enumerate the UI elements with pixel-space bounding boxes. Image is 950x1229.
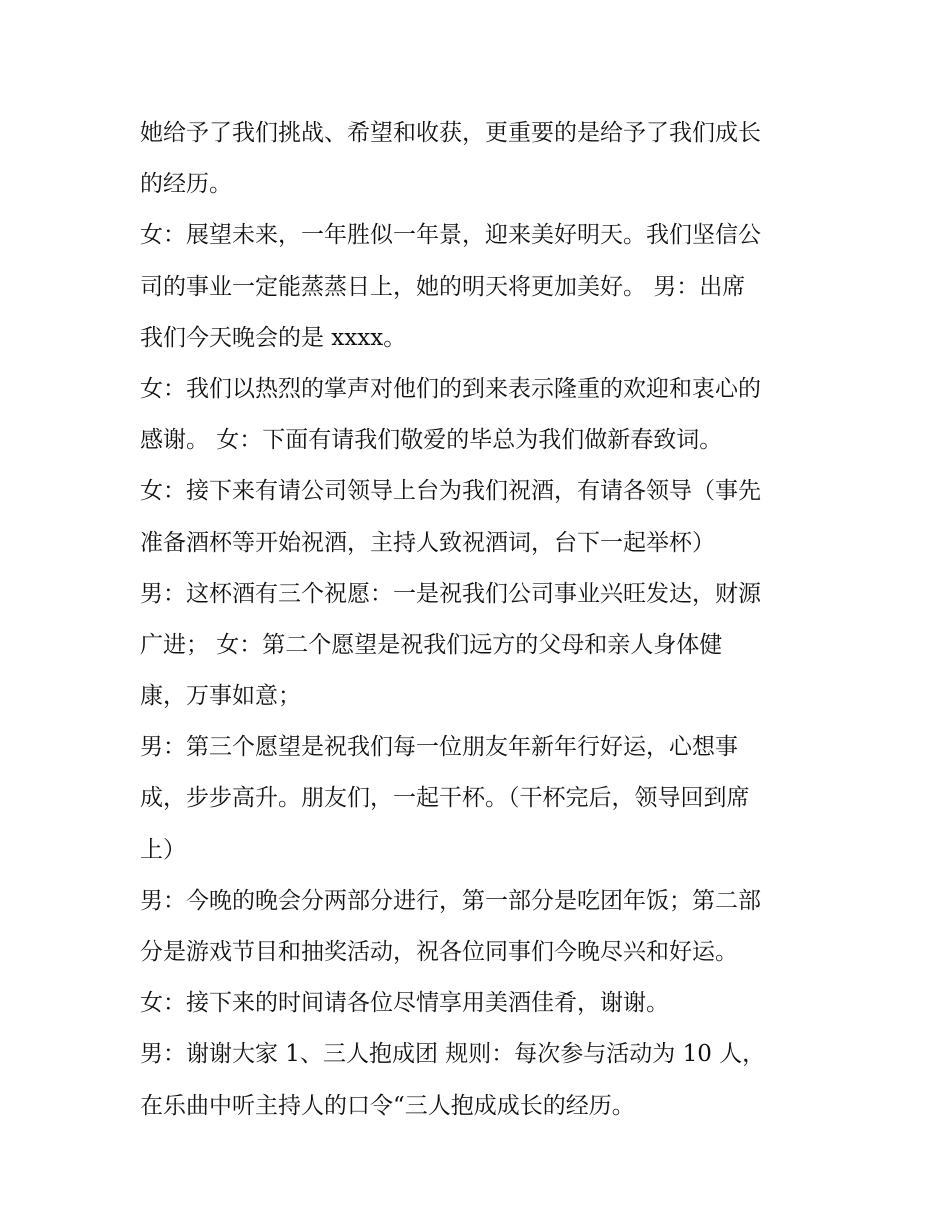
text-line: 男：这杯酒有三个祝愿：一是祝我们公司事业兴旺发达，财源 [140,580,761,607]
text-line: 上） [140,836,186,863]
text-line: 康，万事如意； [140,683,301,710]
text-line: 司的事业一定能蒸蒸日上，她的明天将更加美好。 男：出席 [140,273,746,300]
text-line: 女：我们以热烈的掌声对他们的到来表示隆重的欢迎和衷心的 [140,375,761,402]
text-line: 的经历。 [140,171,232,198]
text-line: 分是游戏节目和抽奖活动，祝各位同事们今晚尽兴和好运。 [140,939,738,965]
text-line: 准备酒杯等开始祝酒，主持人致祝酒词，台下一起举杯） [140,529,715,556]
text-line: 女：接下来有请公司领导上台为我们祝酒，有请各领导（事先 [140,478,761,505]
text-line: 在乐曲中听主持人的口令“三人抱成成长的经历。 [140,1092,635,1119]
text-line: 男：第三个愿望是祝我们每一位朋友年新年行好运，心想事 [140,734,738,761]
text-line: 男：今晚的晚会分两部分进行，第一部分是吃团年饭；第二部 [140,887,761,914]
text-line: 男：谢谢大家 1、三人抱成团 规则：每次参与活动为 10 人， [140,1041,766,1068]
document-body [140,108,820,1132]
text-line: 女：展望未来，一年胜似一年景，迎来美好明天。我们坚信公 [140,222,761,249]
text-line: 我们今天晚会的是 xxxx。 [140,324,407,351]
text-line: 她给予了我们挑战、希望和收获，更重要的是给予了我们成长 [140,120,761,146]
text-line: 广进； 女：第二个愿望是祝我们远方的父母和亲人身体健 [140,631,723,658]
text-line: 感谢。 女：下面有请我们敬爱的毕总为我们做新春致词。 [140,427,723,454]
text-line: 女：接下来的时间请各位尽情享用美酒佳肴，谢谢。 [140,990,669,1017]
text-line: 成，步步高升。朋友们，一起干杯。（干杯完后，领导回到席 [140,785,750,812]
